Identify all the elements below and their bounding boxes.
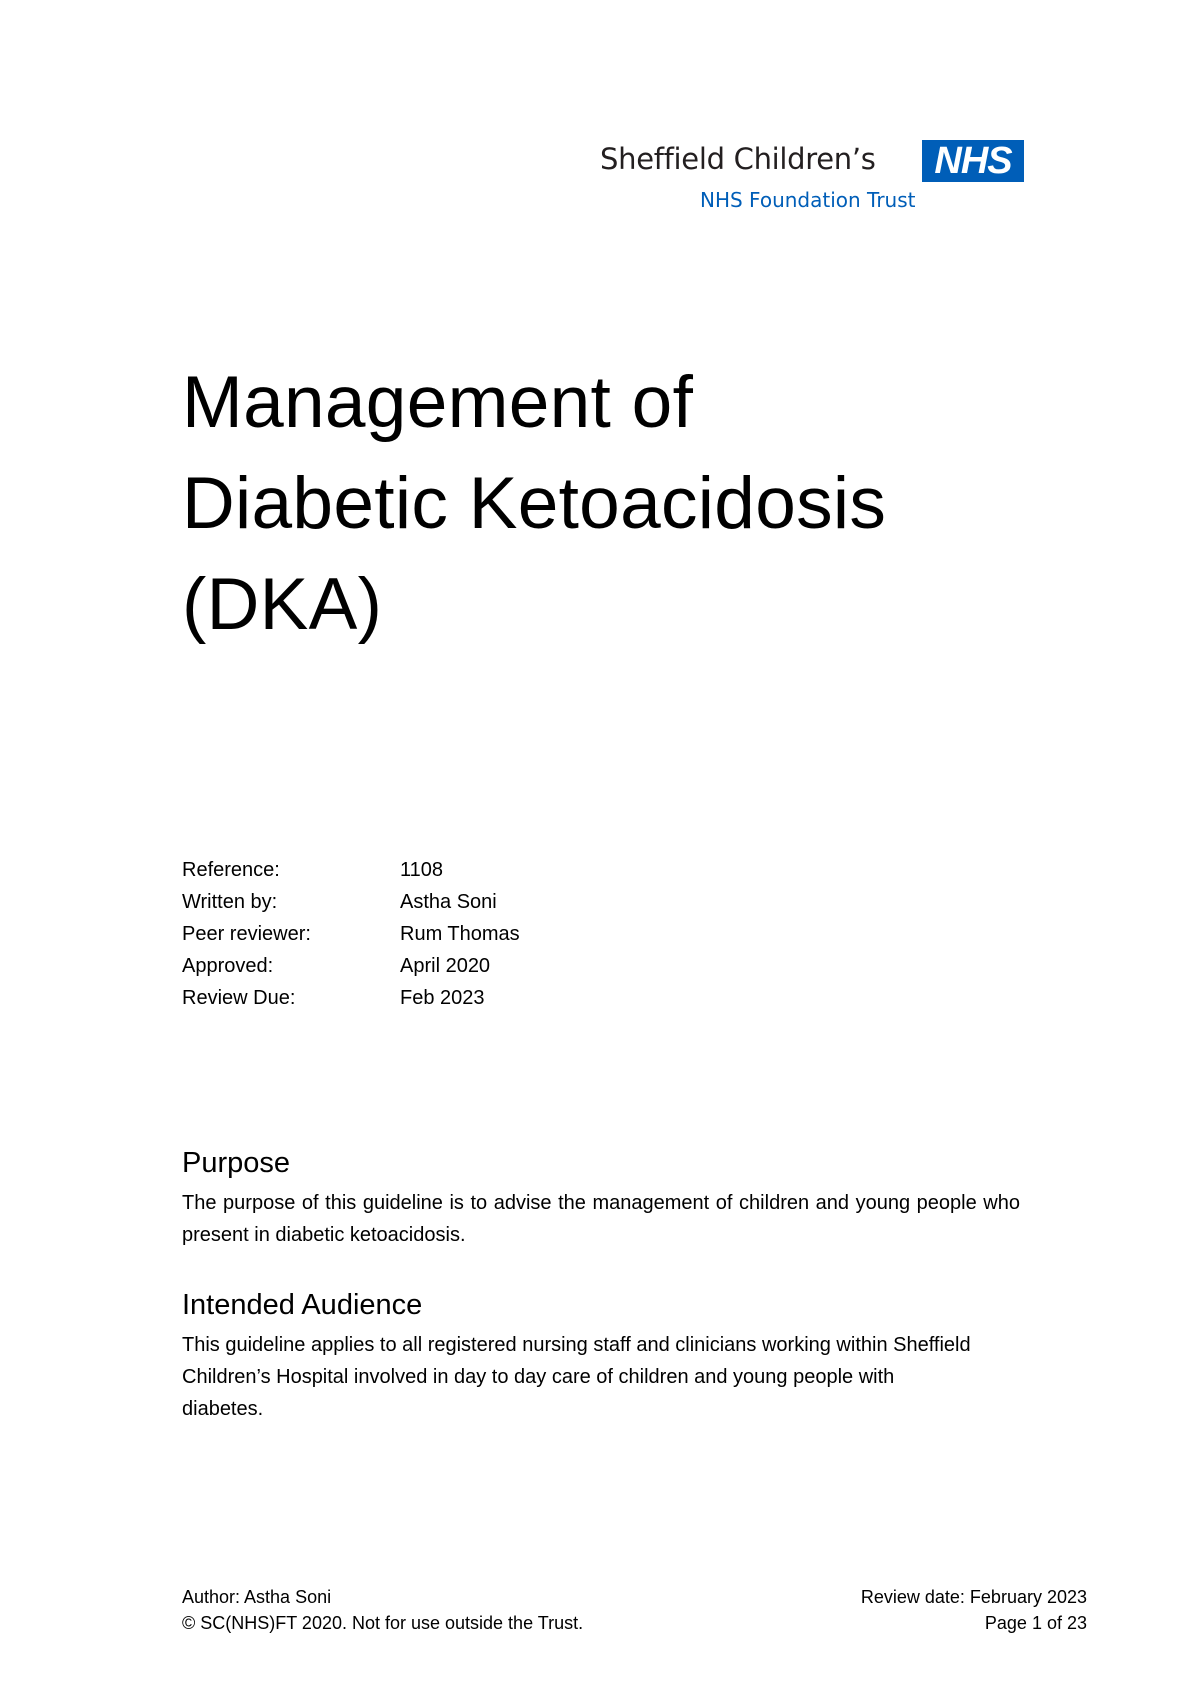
title-line-2: Diabetic Ketoacidosis	[182, 463, 887, 544]
meta-row-reference	[182, 854, 520, 886]
footer-row	[182, 1584, 1087, 1610]
document-metadata	[182, 854, 520, 1014]
meta-row-review-due	[182, 982, 520, 1014]
meta-row-written-by	[182, 886, 520, 918]
intended-audience-heading: Intended Audience	[182, 1289, 423, 1321]
meta-value: April 2020	[400, 955, 491, 977]
meta-value: Astha Soni	[400, 891, 497, 913]
footer-review-date: Review date: February 2023	[860, 1587, 1087, 1607]
meta-row-approved	[182, 950, 520, 982]
meta-value: Rum Thomas	[400, 923, 520, 945]
meta-label: Reference:	[182, 859, 280, 881]
meta-label: Review Due:	[182, 987, 296, 1009]
meta-value: Feb 2023	[400, 987, 485, 1009]
meta-value: 1108	[400, 859, 444, 881]
footer-copyright: © SC(NHS)FT 2020. Not for use outside the Trust.	[182, 1613, 584, 1633]
meta-label: Peer reviewer:	[182, 923, 311, 945]
logo-trust-name: NHS Foundation Trust	[700, 188, 916, 212]
title-line-3: (DKA)	[182, 564, 383, 645]
intended-audience-section	[182, 1285, 1020, 1425]
logo-organisation-name: Sheffield Children’s	[600, 142, 876, 176]
footer-author: Author: Astha Soni	[182, 1587, 332, 1607]
meta-row-peer-reviewer	[182, 918, 520, 950]
meta-label: Approved:	[182, 955, 274, 977]
purpose-heading: Purpose	[182, 1147, 291, 1179]
meta-label: Written by:	[182, 891, 278, 913]
footer-row	[182, 1610, 1087, 1636]
page-footer	[182, 1584, 1087, 1636]
purpose-section	[182, 1143, 1020, 1251]
document-title	[182, 352, 886, 655]
trust-logo	[600, 140, 1030, 220]
intended-audience-body: This guideline applies to all registered nursing staff and clinicians working within Sheffield Children’s Hospital involved in day to day care of children and young people with diabetes.	[182, 1334, 971, 1420]
footer-page-number: Page 1 of 23	[984, 1613, 1087, 1633]
nhs-logo-badge: NHS	[922, 140, 1024, 182]
purpose-body: The purpose of this guideline is to advise the management of children and young people who present in diabetic ketoacidosis.	[182, 1192, 1020, 1246]
title-line-1: Management of	[182, 362, 694, 443]
